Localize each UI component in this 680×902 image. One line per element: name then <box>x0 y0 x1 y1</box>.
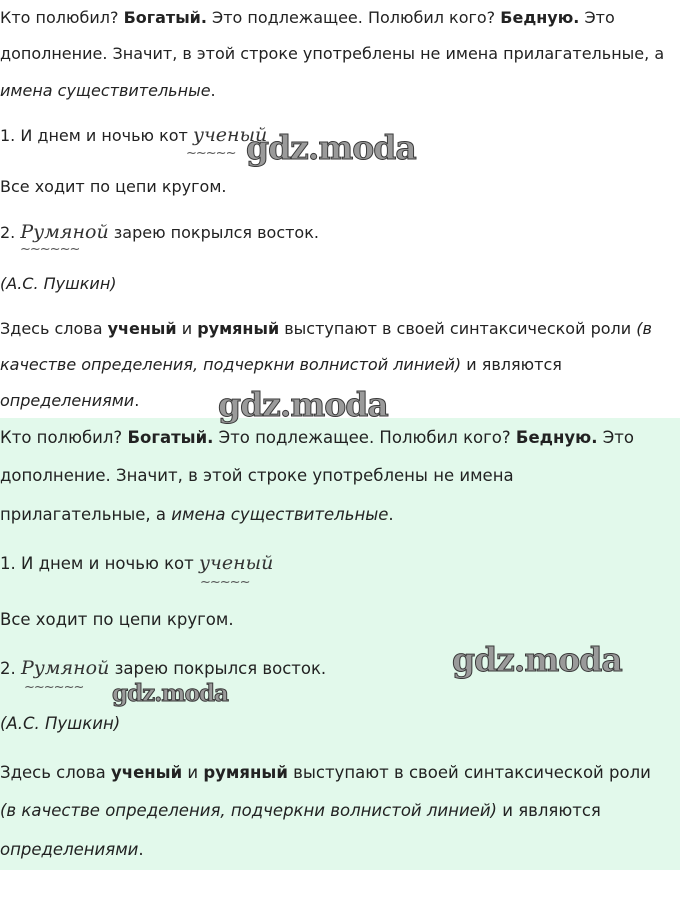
paragraph-line: дополнение. Значит, в этой строке употреблены не имена прилагательные, а <box>0 44 665 63</box>
poem-line-2: Все ходит по цепи кругом. <box>0 610 234 629</box>
poem-line-1: 1. И днем и ночью кот ученый <box>0 124 268 146</box>
wavy-underline: ~~~~~ <box>200 575 250 590</box>
wavy-underline: ~~~~~ <box>186 146 236 161</box>
wavy-underline: ~~~~~~ <box>20 242 80 257</box>
poem-line-3: 2. Румяной зарею покрылся восток. <box>0 221 319 243</box>
poem-line-3: 2. Румяной зарею покрылся восток. <box>0 657 327 679</box>
handwritten-word: ученый <box>192 124 268 146</box>
poem-line-2: Все ходит по цепи кругом. <box>0 177 227 196</box>
handwritten-word: Румяной <box>20 221 109 243</box>
paragraph-line: имена существительные. <box>0 81 216 100</box>
paragraph-line: дополнение. Значит, в этой строке употреблены не имена <box>0 466 514 485</box>
paragraph-line: Кто полюбил? Богатый. Это подлежащее. Полюбил кого? Бедную. Это <box>0 8 615 27</box>
paragraph-line: Здесь слова ученый и румяный выступают в своей синтаксической роли <box>0 763 651 782</box>
poem-line-1: 1. И днем и ночью кот ученый <box>0 552 274 574</box>
watermark-logo: gdz.moda <box>452 640 622 679</box>
author-line: (А.С. Пушкин) <box>0 714 121 733</box>
handwritten-word: ученый <box>199 552 274 574</box>
handwritten-word: Румяной <box>21 657 110 679</box>
paragraph-line: качестве определения, подчеркни волнистой линией) и являются <box>0 355 562 374</box>
watermark-logo: gdz.moda <box>112 680 228 707</box>
answer-block-top <box>0 0 680 418</box>
author-line: (А.С. Пушкин) <box>0 274 117 293</box>
paragraph-line: Здесь слова ученый и румяный выступают в своей синтаксической роли (в <box>0 319 652 338</box>
paragraph-line: определениями. <box>0 840 144 859</box>
watermark-logo: gdz.moda <box>218 385 388 424</box>
paragraph-line: определениями. <box>0 391 140 410</box>
paragraph-line: (в качестве определения, подчеркни волнистой линией) и являются <box>0 801 601 820</box>
paragraph-line: Кто полюбил? Богатый. Это подлежащее. Полюбил кого? Бедную. Это <box>0 428 634 447</box>
wavy-underline: ~~~~~~ <box>24 680 84 695</box>
paragraph-line: прилагательные, а имена существительные. <box>0 505 394 524</box>
watermark-logo: gdz.moda <box>246 128 416 167</box>
